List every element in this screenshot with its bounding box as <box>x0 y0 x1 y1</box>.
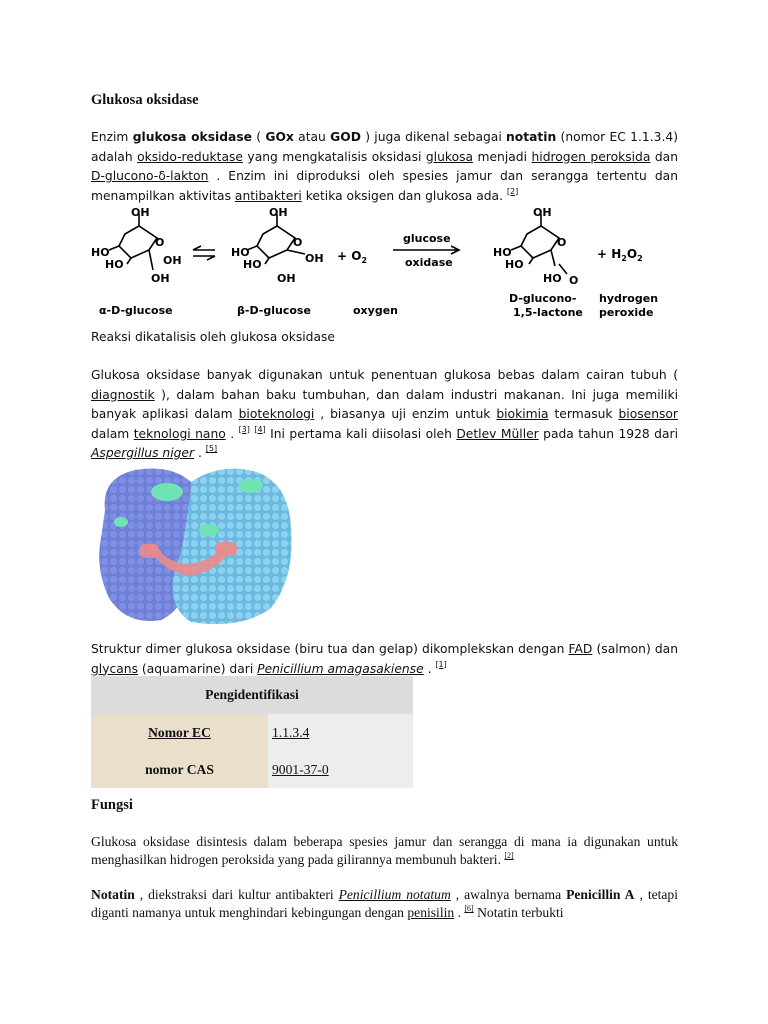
reference-link[interactable]: [2] <box>506 186 519 196</box>
plus-oxygen: + $O_2$ <box>337 249 368 265</box>
text: pada tahun 1928 dari <box>538 426 678 441</box>
text: termasuk <box>548 407 619 421</box>
text: , tetapi diganti namanya untuk menghindari kebingungan dengan <box>91 887 679 920</box>
beta-ring-o: O <box>293 236 303 249</box>
text: Glukosa oksidase disintesis dalam beberapa spesies jamur dan serangga di mana ia digunakan untuk menghasilkan hidrogen peroksida yang pada gilirannya membunuh bakteri. <box>91 834 678 867</box>
link-cas-value[interactable]: 9001-37-0 <box>272 761 329 777</box>
reaction-arrow <box>393 246 459 254</box>
infobox-label: nomor CAS <box>91 751 268 788</box>
text: (aquamarine) dari <box>138 661 258 676</box>
text: (salmon) dan <box>592 642 678 656</box>
link-ec-value[interactable]: 1.1.3.4 <box>272 724 310 740</box>
label-lactone-2: 1,5-lactone <box>513 306 583 319</box>
lactone-ring-o: O <box>557 236 567 249</box>
alpha-oh-top: OH <box>131 206 150 219</box>
reference-link[interactable]: [3] <box>238 424 250 434</box>
infobox-value <box>268 714 413 751</box>
intro-paragraph <box>91 128 678 206</box>
alpha-glucose-ring <box>119 226 157 258</box>
text: atau <box>293 130 331 144</box>
link-diagnostik[interactable]: diagnostik <box>91 387 155 402</box>
beta-ho-left: HO <box>231 246 250 259</box>
text: . <box>454 905 465 920</box>
link-aspergillus-niger[interactable]: Aspergillus niger <box>91 446 195 460</box>
reference-link[interactable]: [2] <box>504 851 514 860</box>
text: . <box>423 661 436 676</box>
link-glukosa[interactable]: glukosa <box>425 149 474 164</box>
protein-structure-image <box>91 458 299 634</box>
text: ketika oksigen dan glukosa ada. <box>301 188 507 203</box>
bold-term: glukosa oksidase <box>132 130 252 144</box>
infobox-row <box>91 714 413 751</box>
infobox-value <box>268 751 413 788</box>
bold-term: Penicillin A <box>566 887 635 902</box>
bold-term: GOD <box>330 130 361 144</box>
lactone-ho-left: HO <box>493 246 512 259</box>
beta-oh-top: OH <box>269 206 288 219</box>
link-penicillium-amagasakiense[interactable]: Penicillium amagasakiense <box>257 661 424 676</box>
beta-oh-bottom: OH <box>277 272 296 285</box>
reference-link[interactable]: [4] <box>254 424 266 434</box>
text: (nomor EC 1.1.3.4) adalah <box>91 130 678 164</box>
equilibrium-arrow-left <box>193 246 215 250</box>
bold-term: GOx <box>265 130 294 144</box>
usage-paragraph <box>91 366 678 464</box>
lactone-oh-top: OH <box>533 206 552 219</box>
link-hidrogen-peroksida[interactable]: hidrogen peroksida <box>531 149 651 164</box>
alpha-ho-left: HO <box>91 246 110 259</box>
bold-term: notatin <box>506 130 557 144</box>
link-glycans[interactable]: glycans <box>91 661 138 676</box>
link-nomor-ec[interactable]: Nomor EC <box>148 724 211 740</box>
alpha-oh-right: OH <box>163 254 182 267</box>
page-title: Glukosa oksidase <box>91 92 199 108</box>
infobox-label <box>91 714 268 751</box>
alpha-oh-bottom: OH <box>151 272 170 285</box>
link-penicillium-notatum[interactable]: Penicillium notatum <box>338 887 451 902</box>
link-oksido-reduktase[interactable]: oksido-reduktase <box>137 149 243 164</box>
text: dalam <box>91 426 134 441</box>
lactone-ho-carbonyl: HO <box>543 272 562 285</box>
reference-link[interactable]: [6] <box>464 904 474 913</box>
alpha-ring-o: O <box>155 236 165 249</box>
reference-link[interactable]: [5] <box>205 444 218 453</box>
reaction-caption: Reaksi dikatalisis oleh glukosa oksidase <box>91 330 335 344</box>
text: Notatin terbukti <box>473 905 564 920</box>
section-heading-fungsi: Fungsi <box>91 797 133 813</box>
label-oxygen: oxygen <box>353 304 398 317</box>
label-lactone-1: D-glucono- <box>509 292 577 305</box>
alpha-ho-bottom: HO <box>105 258 124 271</box>
glycan-highlight <box>151 483 183 501</box>
link-biokimia[interactable]: biokimia <box>496 407 549 421</box>
text: . <box>225 426 239 441</box>
identifier-infobox <box>91 676 413 788</box>
link-detlev-muller[interactable]: Detlev Müller <box>456 426 539 441</box>
infobox-header: Pengidentifikasi <box>91 676 413 714</box>
lactone-ho-bottom: HO <box>505 258 524 271</box>
text: . <box>194 446 206 460</box>
arrow-label-oxidase: oxidase <box>405 256 453 269</box>
fungsi-paragraph-1 <box>91 833 678 869</box>
text: ), dalam bahan baku tumbuhan, dan dalam industri makanan. Ini juga memiliki banyak aplikasi dalam <box>91 387 678 421</box>
arrow-label-glucose: glucose <box>403 232 451 245</box>
text: menjadi <box>473 149 532 164</box>
link-glucono-lakton[interactable]: D-glucono-δ-lakton <box>91 169 209 183</box>
text: Glukosa oksidase banyak digunakan untuk penentuan glukosa bebas dalam cairan tubuh ( <box>91 368 678 382</box>
lactone-carbonyl-o: O <box>569 274 579 287</box>
structure-caption <box>91 640 678 679</box>
beta-oh-right: OH <box>305 252 324 265</box>
text: Enzim <box>91 130 133 144</box>
text: yang mengkatalisis oksidasi <box>242 149 426 164</box>
label-alpha-glucose: α-D-glucose <box>99 304 173 317</box>
link-teknologi-nano[interactable]: teknologi nano <box>133 426 226 441</box>
link-biosensor[interactable]: biosensor <box>618 407 678 421</box>
label-beta-glucose: β-D-glucose <box>237 304 311 317</box>
fungsi-paragraph-2 <box>91 886 678 922</box>
plus-h2o2: + $H_2O_2$ <box>597 247 643 263</box>
beta-ho-bottom: HO <box>243 258 262 271</box>
infobox-row <box>91 751 413 788</box>
text: ) juga dikenal sebagai <box>360 130 507 144</box>
text: , awalnya bernama <box>450 887 567 902</box>
label-peroxide-1: hydrogen <box>599 292 659 305</box>
link-bioteknologi[interactable]: bioteknologi <box>238 407 315 421</box>
text: , biasanya uji enzim untuk <box>314 407 497 421</box>
text: , diekstraksi dari kultur antibakteri <box>134 887 339 902</box>
text: Struktur dimer glukosa oksidase (biru tua dan gelap) dikomplekskan dengan <box>91 642 569 656</box>
text: ( <box>252 130 266 144</box>
text: . Enzim ini diproduksi oleh spesies jamur dan serangga tertentu dan menampilkan aktivitas <box>91 169 678 203</box>
text: Ini pertama kali diisolasi oleh <box>265 426 457 441</box>
equilibrium-arrow-right <box>193 256 215 260</box>
label-peroxide-2: peroxide <box>599 306 654 319</box>
text: dan <box>650 149 679 164</box>
reaction-scheme <box>91 204 678 332</box>
lactone-ring <box>521 226 559 258</box>
link-antibakteri[interactable]: antibakteri <box>234 188 302 203</box>
reference-link[interactable]: [1] <box>435 659 447 669</box>
beta-glucose-ring <box>257 226 295 258</box>
link-penisilin[interactable]: penisilin <box>407 905 455 920</box>
link-fad[interactable]: FAD <box>568 642 593 656</box>
bold-term: Notatin <box>91 887 135 902</box>
